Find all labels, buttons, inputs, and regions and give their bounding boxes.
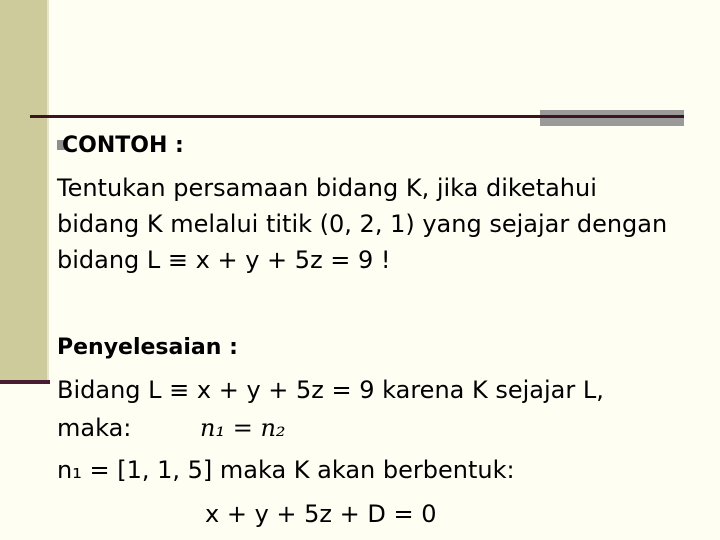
left-bar-accent-line: [0, 380, 50, 384]
final-equation: x + y + 5z + D = 0: [205, 500, 437, 528]
problem-line-2: bidang K melalui titik (0, 2, 1) yang sejajar dengan: [57, 210, 668, 238]
problem-line-1: Tentukan persamaan bidang K, jika diketahui: [57, 174, 597, 202]
normal-vector-line: n₁ = [1, 1, 5] maka K akan berbentuk:: [57, 456, 515, 484]
divider-accent-block: [540, 110, 684, 126]
penyelesaian-heading: Penyelesaian :: [57, 335, 238, 360]
maka-label: maka:: [57, 414, 132, 442]
left-decorative-bar: [0, 0, 47, 384]
left-bar-edge: [47, 0, 49, 384]
normal-equality: n₁ = n₂: [200, 414, 286, 442]
contoh-heading: CONTOH :: [62, 133, 184, 158]
problem-line-3: bidang L ≡ x + y + 5z = 9 !: [57, 246, 391, 274]
solution-line-1: Bidang L ≡ x + y + 5z = 9 karena K sejajar L,: [57, 376, 604, 404]
